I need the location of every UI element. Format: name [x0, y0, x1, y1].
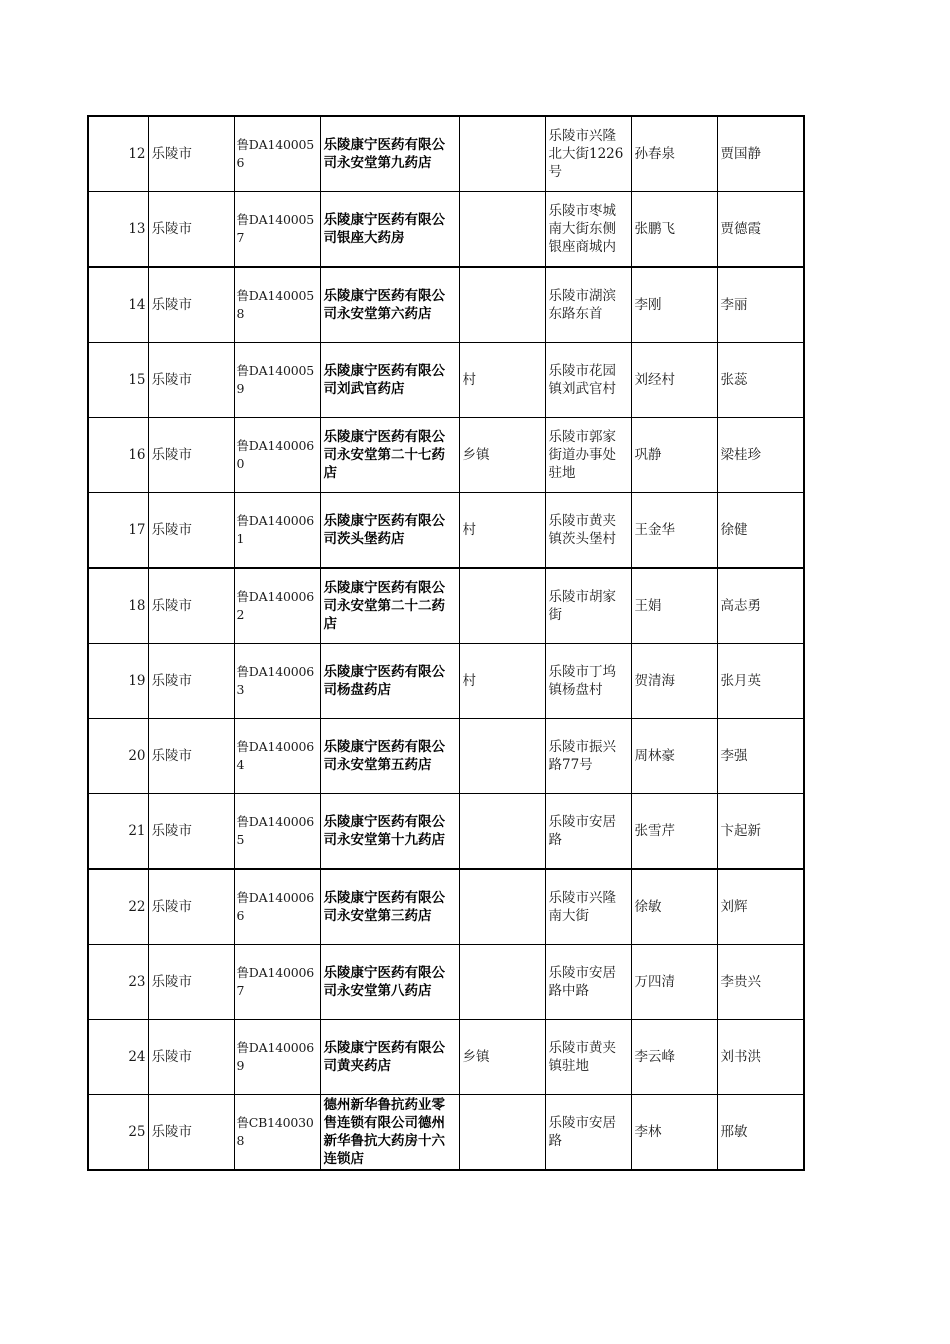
cell-area-type: 乡镇 — [459, 1020, 545, 1095]
cell-number: 25 — [88, 1095, 148, 1171]
table-row — [88, 418, 804, 493]
table-row — [88, 343, 804, 418]
cell-quality-manager: 李丽 — [717, 267, 804, 343]
cell-quality-manager: 卞起新 — [717, 794, 804, 870]
cell-city: 乐陵市 — [148, 493, 234, 569]
table-row — [88, 869, 804, 945]
cell-quality-manager: 李强 — [717, 719, 804, 794]
table-row — [88, 116, 804, 192]
cell-license-number: 鲁DA1400064 — [234, 719, 320, 794]
cell-quality-manager: 贾德霞 — [717, 192, 804, 268]
cell-number: 20 — [88, 719, 148, 794]
cell-area-type — [459, 1095, 545, 1171]
cell-area-type: 村 — [459, 343, 545, 418]
table-row — [88, 644, 804, 719]
cell-address: 乐陵市安居路 — [545, 1095, 631, 1171]
cell-legal-person: 周林豪 — [631, 719, 717, 794]
cell-area-type — [459, 945, 545, 1020]
cell-quality-manager: 刘书洪 — [717, 1020, 804, 1095]
cell-number: 22 — [88, 869, 148, 945]
cell-license-number: 鲁DA1400056 — [234, 116, 320, 192]
cell-store-name: 乐陵康宁医药有限公司永安堂第三药店 — [320, 869, 459, 945]
cell-store-name: 乐陵康宁医药有限公司永安堂第二十七药店 — [320, 418, 459, 493]
cell-license-number: 鲁DA1400065 — [234, 794, 320, 870]
cell-quality-manager: 梁桂珍 — [717, 418, 804, 493]
cell-area-type — [459, 794, 545, 870]
cell-area-type: 村 — [459, 644, 545, 719]
cell-city: 乐陵市 — [148, 869, 234, 945]
cell-address: 乐陵市枣城南大街东侧银座商城内 — [545, 192, 631, 268]
cell-city: 乐陵市 — [148, 418, 234, 493]
cell-number: 24 — [88, 1020, 148, 1095]
cell-area-type: 乡镇 — [459, 418, 545, 493]
cell-store-name: 乐陵康宁医药有限公司杨盘药店 — [320, 644, 459, 719]
cell-city: 乐陵市 — [148, 267, 234, 343]
cell-store-name: 乐陵康宁医药有限公司永安堂第二十二药店 — [320, 568, 459, 644]
cell-legal-person: 王娟 — [631, 568, 717, 644]
cell-address: 乐陵市郭家街道办事处驻地 — [545, 418, 631, 493]
cell-license-number: 鲁DA1400059 — [234, 343, 320, 418]
cell-legal-person: 李刚 — [631, 267, 717, 343]
cell-license-number: 鲁DA1400069 — [234, 1020, 320, 1095]
cell-address: 乐陵市胡家街 — [545, 568, 631, 644]
cell-area-type — [459, 719, 545, 794]
table-row — [88, 568, 804, 644]
cell-number: 21 — [88, 794, 148, 870]
cell-store-name: 乐陵康宁医药有限公司黄夹药店 — [320, 1020, 459, 1095]
cell-license-number: 鲁DA1400057 — [234, 192, 320, 268]
cell-city: 乐陵市 — [148, 116, 234, 192]
cell-address: 乐陵市兴隆南大街 — [545, 869, 631, 945]
cell-license-number: 鲁DA1400058 — [234, 267, 320, 343]
cell-store-name: 乐陵康宁医药有限公司永安堂第六药店 — [320, 267, 459, 343]
table-row — [88, 267, 804, 343]
cell-quality-manager: 张月英 — [717, 644, 804, 719]
cell-number: 17 — [88, 493, 148, 569]
cell-legal-person: 孙春泉 — [631, 116, 717, 192]
cell-quality-manager: 徐健 — [717, 493, 804, 569]
cell-address: 乐陵市丁坞镇杨盘村 — [545, 644, 631, 719]
cell-quality-manager: 高志勇 — [717, 568, 804, 644]
cell-area-type — [459, 116, 545, 192]
cell-license-number: 鲁DA1400062 — [234, 568, 320, 644]
cell-store-name: 乐陵康宁医药有限公司永安堂第八药店 — [320, 945, 459, 1020]
cell-legal-person: 王金华 — [631, 493, 717, 569]
cell-address: 乐陵市黄夹镇驻地 — [545, 1020, 631, 1095]
cell-address: 乐陵市振兴路77号 — [545, 719, 631, 794]
cell-legal-person: 刘经村 — [631, 343, 717, 418]
cell-legal-person: 贺清海 — [631, 644, 717, 719]
cell-city: 乐陵市 — [148, 794, 234, 870]
table-row — [88, 1020, 804, 1095]
cell-area-type — [459, 568, 545, 644]
cell-number: 14 — [88, 267, 148, 343]
cell-area-type — [459, 192, 545, 268]
cell-quality-manager: 刘辉 — [717, 869, 804, 945]
cell-license-number: 鲁DA1400061 — [234, 493, 320, 569]
cell-number: 23 — [88, 945, 148, 1020]
cell-store-name: 乐陵康宁医药有限公司永安堂第五药店 — [320, 719, 459, 794]
cell-store-name: 乐陵康宁医药有限公司茨头堡药店 — [320, 493, 459, 569]
cell-legal-person: 李林 — [631, 1095, 717, 1171]
cell-quality-manager: 张蕊 — [717, 343, 804, 418]
cell-city: 乐陵市 — [148, 644, 234, 719]
cell-address: 乐陵市湖滨东路东首 — [545, 267, 631, 343]
cell-number: 15 — [88, 343, 148, 418]
cell-area-type — [459, 267, 545, 343]
cell-address: 乐陵市黄夹镇茨头堡村 — [545, 493, 631, 569]
cell-license-number: 鲁DA1400066 — [234, 869, 320, 945]
cell-number: 18 — [88, 568, 148, 644]
cell-number: 12 — [88, 116, 148, 192]
cell-quality-manager: 李贵兴 — [717, 945, 804, 1020]
cell-city: 乐陵市 — [148, 1020, 234, 1095]
table-row — [88, 945, 804, 1020]
cell-quality-manager: 贾国静 — [717, 116, 804, 192]
cell-legal-person: 李云峰 — [631, 1020, 717, 1095]
cell-store-name: 乐陵康宁医药有限公司永安堂第十九药店 — [320, 794, 459, 870]
pharmacy-table — [87, 115, 805, 1171]
cell-number: 19 — [88, 644, 148, 719]
table-row — [88, 1095, 804, 1171]
cell-quality-manager: 邢敏 — [717, 1095, 804, 1171]
cell-license-number: 鲁DA1400067 — [234, 945, 320, 1020]
table-row — [88, 794, 804, 870]
cell-store-name: 乐陵康宁医药有限公司永安堂第九药店 — [320, 116, 459, 192]
cell-area-type: 村 — [459, 493, 545, 569]
table-row — [88, 719, 804, 794]
table-body — [88, 116, 804, 1170]
cell-area-type — [459, 869, 545, 945]
cell-city: 乐陵市 — [148, 1095, 234, 1171]
cell-city: 乐陵市 — [148, 568, 234, 644]
cell-legal-person: 巩静 — [631, 418, 717, 493]
table-row — [88, 192, 804, 268]
cell-legal-person: 张鹏飞 — [631, 192, 717, 268]
cell-city: 乐陵市 — [148, 719, 234, 794]
cell-city: 乐陵市 — [148, 192, 234, 268]
cell-legal-person: 张雪芹 — [631, 794, 717, 870]
cell-address: 乐陵市安居路 — [545, 794, 631, 870]
cell-store-name: 乐陵康宁医药有限公司银座大药房 — [320, 192, 459, 268]
cell-store-name: 德州新华鲁抗药业零售连锁有限公司德州新华鲁抗大药房十六连锁店 — [320, 1095, 459, 1171]
cell-license-number: 鲁CB1400308 — [234, 1095, 320, 1171]
cell-legal-person: 徐敏 — [631, 869, 717, 945]
cell-address: 乐陵市兴隆北大街1226号 — [545, 116, 631, 192]
cell-license-number: 鲁DA1400060 — [234, 418, 320, 493]
cell-address: 乐陵市安居路中路 — [545, 945, 631, 1020]
cell-license-number: 鲁DA1400063 — [234, 644, 320, 719]
cell-number: 13 — [88, 192, 148, 268]
cell-city: 乐陵市 — [148, 945, 234, 1020]
cell-legal-person: 万四清 — [631, 945, 717, 1020]
cell-address: 乐陵市花园镇刘武官村 — [545, 343, 631, 418]
cell-number: 16 — [88, 418, 148, 493]
cell-store-name: 乐陵康宁医药有限公司刘武官药店 — [320, 343, 459, 418]
cell-city: 乐陵市 — [148, 343, 234, 418]
table-row — [88, 493, 804, 569]
